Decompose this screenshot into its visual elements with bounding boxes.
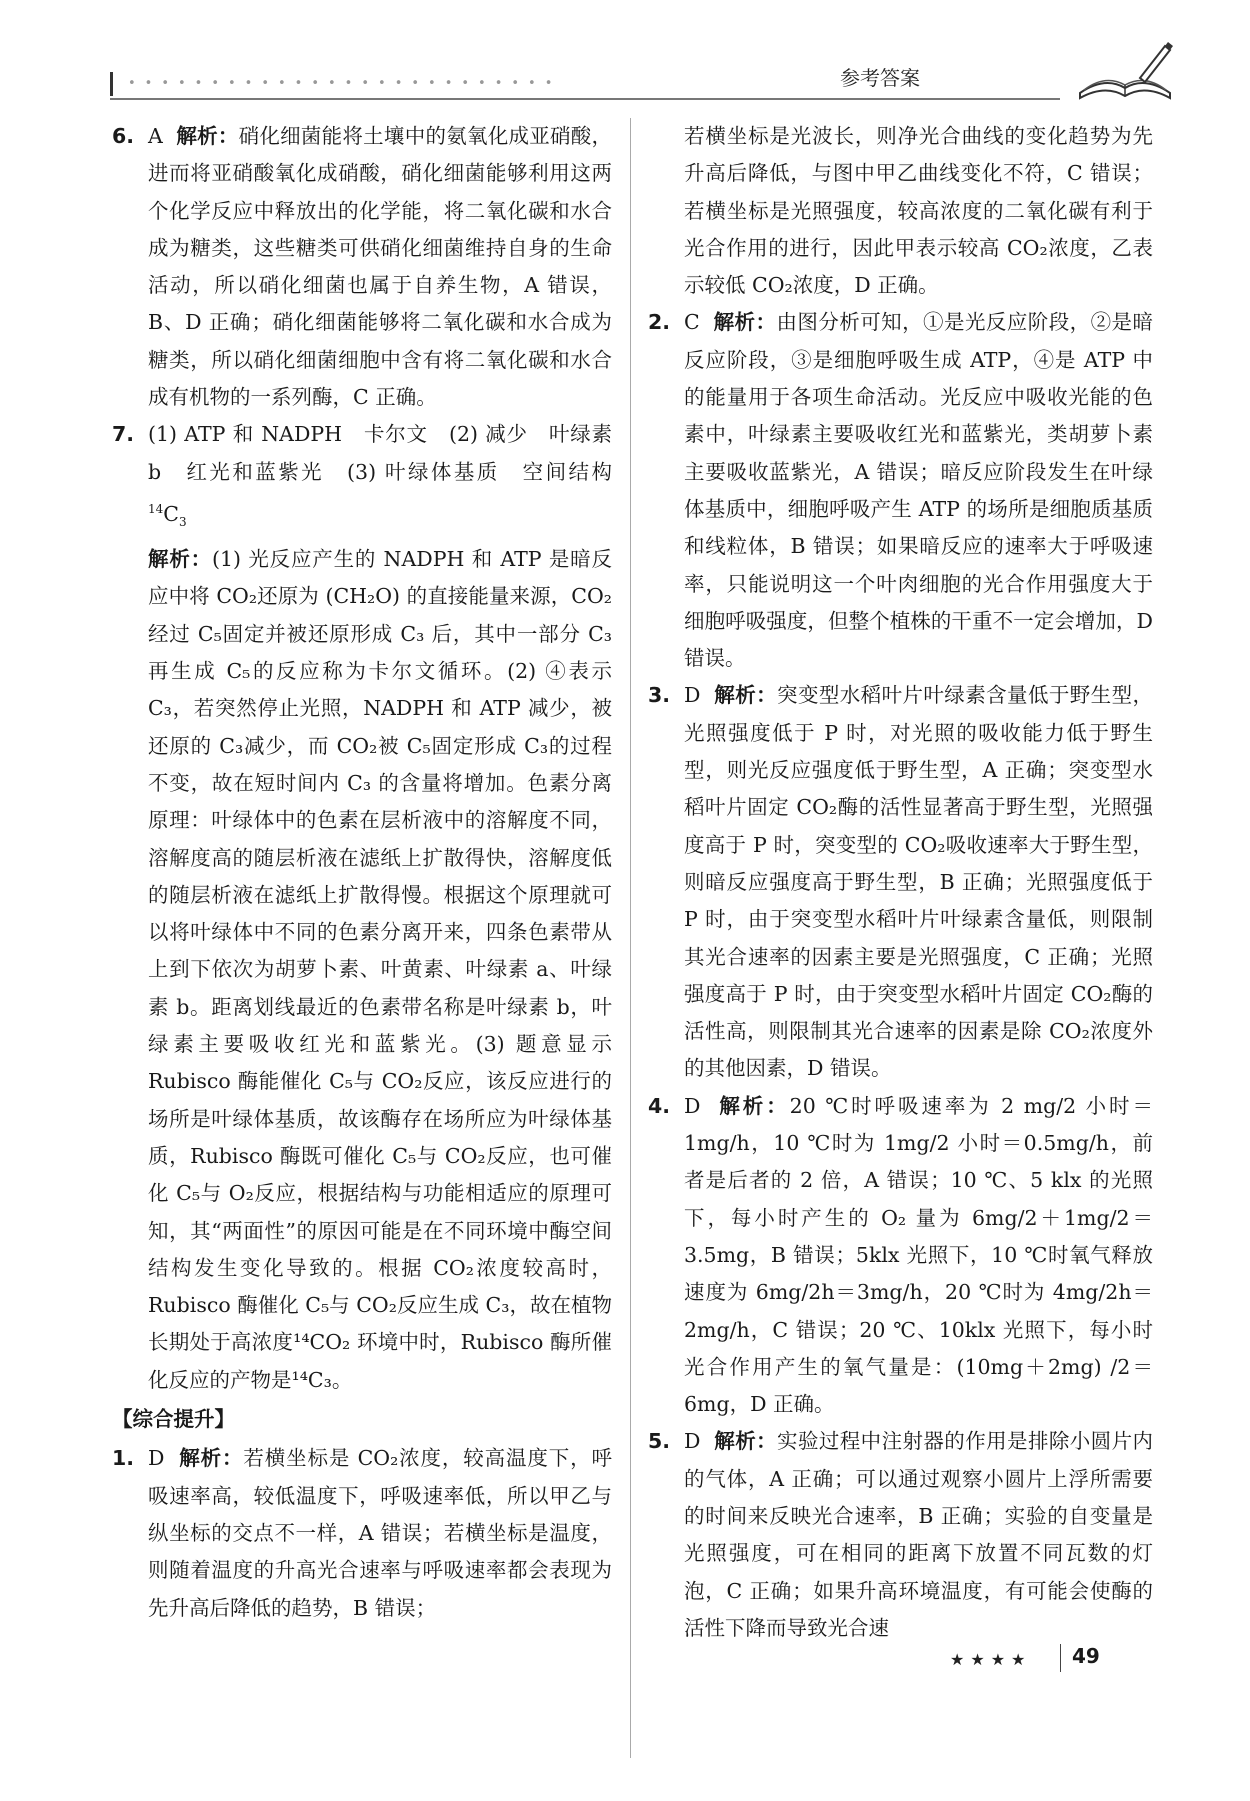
answer-1 [112, 1440, 612, 1626]
answer-number: 1. [112, 1446, 135, 1471]
analysis-label: 解析： [713, 310, 777, 335]
answer-text [148, 416, 633, 541]
answer-text [684, 677, 1153, 1087]
analysis-text: 突变型水稻叶片叶绿素含量低于野生型，光照强度低于 P 时，对光照的吸收能力低于野生型，则光反应强度低于野生型，A 正确；突变型水稻叶片固定 CO₂酶的活性显著高于野生型，光照强度高于 P 时，突变型的 CO₂吸收速率大于野生型，则暗反应强度高于野生型，B 正确；光照强度低于 P 时，由于突变型水稻叶片叶绿素含量低，则限制其光合速率的因素主要是光照强度，C 正确；光照强度高于 P 时，由于突变型水稻叶片固定 CO₂酶的活性高，则限制其光合速率的因素是除 CO₂浓度外的其他因素，D 错误。 [684, 683, 1153, 1081]
answer-choice: C [684, 310, 700, 335]
answer-text [684, 304, 1153, 677]
section-heading: 【综合提升】 [112, 1407, 235, 1432]
answer-7 [112, 416, 633, 1399]
answer-choice: (1) ATP 和 NADPH 卡尔文 (2) 减少 叶绿素 b 红光和蓝紫光 (3) 叶绿体基质 空间结构 [148, 422, 633, 484]
analysis-text: 若横坐标是光波长，则净光合曲线的变化趋势为先升高后降低，与图中甲乙曲线变化不符，C 错误；若横坐标是光照强度，较高浓度的二氧化碳有利于光合作用的进行，因此甲表示较高 CO₂浓度，乙表示较低 CO₂浓度，D 正确。 [684, 124, 1153, 298]
answer-choice: D [684, 1429, 701, 1454]
answer-text [684, 1088, 1153, 1424]
left-column [112, 118, 633, 1627]
answer-6 [112, 118, 612, 416]
answer-text [684, 1423, 1153, 1647]
answer-choice: A [148, 124, 163, 148]
answer-1-continued [648, 118, 1153, 304]
page-header [110, 48, 1150, 108]
answer-number: 6. [112, 124, 135, 148]
answer-choice: D [148, 1446, 165, 1471]
analysis-paragraph [148, 541, 612, 1399]
difficulty-stars: ★★★★ [950, 1650, 1032, 1669]
answer-text [148, 1440, 612, 1626]
answer-number: 3. [648, 683, 671, 708]
header-bar [110, 72, 113, 96]
analysis-text: 若横坐标是 CO₂浓度，较高温度下，呼吸速率高，较低温度下，呼吸速率低，所以甲乙与纵坐标的交点不一样，A 错误；若横坐标是温度，则随着温度的升高光合速率与呼吸速率都会表现为先升高后降低的趋势，B 错误； [148, 1446, 612, 1620]
answer-number: 7. [112, 422, 135, 447]
answer-number: 4. [648, 1093, 671, 1118]
right-column [648, 118, 1153, 1647]
analysis-label: 解析： [179, 1446, 244, 1471]
answer-choice: D [684, 683, 701, 708]
answer-text [148, 118, 612, 416]
footer-separator [1060, 1644, 1061, 1672]
page-number: 49 [1072, 1644, 1100, 1668]
header-dots: •••••••••••••••••••••••••• [128, 76, 562, 91]
header-title: 参考答案 [840, 66, 920, 90]
analysis-text: 硝化细菌能将土壤中的氨氧化成亚硝酸，进而将亚硝酸氧化成硝酸，硝化细菌能够利用这两个化学反应中释放出的化学能，将二氧化碳和水合成为糖类，这些糖类可供硝化细菌维持自身的生命活动，所以硝化细菌也属于自养生物，A 错误，B、D 正确；硝化细菌能够将二氧化碳和水合成为糖类，所以硝化细菌细胞中含有将二氧化碳和水合成有机物的一系列酶，C 正确。 [148, 124, 612, 410]
answer-choice-tail: C [163, 501, 179, 526]
analysis-label: 解析： [148, 547, 212, 572]
answer-2 [648, 304, 1153, 677]
superscript: 14 [148, 501, 164, 516]
column-divider [630, 118, 631, 1758]
answer-5 [648, 1423, 1153, 1647]
answer-choice: D [684, 1093, 701, 1118]
answer-3 [648, 677, 1153, 1087]
analysis-label: 解析： [719, 1093, 790, 1118]
analysis-label: 解析： [176, 124, 239, 148]
analysis-text: 实验过程中注射器的作用是排除小圆片内的气体，A 正确；可以通过观察小圆片上浮所需要的时间来反映光合速率，B 正确；实验的自变量是光照强度，可在相同的距离下放置不同瓦数的灯泡，C 正确；如果升高环境温度，有可能会使酶的活性下降而导致光合速 [684, 1429, 1153, 1640]
analysis-label: 解析： [714, 1429, 778, 1454]
answer-number: 5. [648, 1429, 671, 1454]
analysis-text: (1) 光反应产生的 NADPH 和 ATP 是暗反应中将 CO₂还原为 (CH₂O) 的直接能量来源，CO₂经过 C₅固定并被还原形成 C₃ 后，其中一部分 C₃ 再生成 C₅的反应称为卡尔文循环。(2) ④表示 C₃，若突然停止光照，NADPH 和 ATP 减少，被还原的 C₃减少，而 CO₂被 C₅固定形成 C₃的过程不变，故在短时间内 C₃ 的含量将增加。色素分离原理：叶绿体中的色素在层析液中的溶解度不同，溶解度高的随层析液在滤纸上扩散得快，溶解度低的随层析液在滤纸上扩散得慢。根据这个原理就可以将叶绿体中不同的色素分离开来，四条色素带从上到下依次为胡萝卜素、叶黄素、叶绿素 a、叶绿素 b。距离划线最近的色素带名称是叶绿素 b，叶绿素主要吸收红光和蓝紫光。(3) 题意显示 Rubisco 酶能催化 C₅与 CO₂反应，该反应进行的场所是叶绿体基质，故该酶存在场所应为叶绿体基质，Rubisco 酶既可催化 C₅与 CO₂反应，也可催化 C₅与 O₂反应，根据结构与功能相适应的原理可知，其“两面性”的原因可能是在不同环境中酶空间结构发生变化导致的。根据 CO₂浓度较高时，Rubisco 酶催化 C₅与 CO₂反应生成 C₃，故在植物长期处于高浓度¹⁴CO₂ 环境中时，Rubisco 酶所催化反应的产物是¹⁴C₃。 [148, 547, 612, 1392]
subscript: 3 [178, 514, 187, 529]
analysis-label: 解析： [714, 683, 778, 708]
answer-4 [648, 1088, 1153, 1424]
analysis-text: 由图分析可知，①是光反应阶段，②是暗反应阶段，③是细胞呼吸生成 ATP，④是 ATP 中的能量用于各项生命活动。光反应中吸收光能的色素中，叶绿素主要吸收红光和蓝紫光，类胡萝卜素主要吸收蓝紫光，A 错误；暗反应阶段发生在叶绿体基质中，细胞呼吸产生 ATP 的场所是细胞质基质和线粒体，B 错误；如果暗反应的速率大于呼吸速率，只能说明这一个叶肉细胞的光合作用强度大于细胞呼吸强度，但整个植株的干重不一定会增加，D 错误。 [684, 310, 1153, 671]
open-book-icon [1070, 38, 1180, 108]
answer-number: 2. [648, 310, 671, 335]
analysis-text: 20 ℃时呼吸速率为 2 mg/2 小时＝1mg/h，10 ℃时为 1mg/2 小时＝0.5mg/h，前者是后者的 2 倍，A 错误；10 ℃、5 klx 的光照下，每小时产生的 O₂ 量为 6mg/2＋1mg/2＝3.5mg，B 错误；5klx 光照下，10 ℃时氧气释放速度为 6mg/2h＝3mg/h，20 ℃时为 4mg/2h＝2mg/h，C 错误；20 ℃、10klx 光照下，每小时光合作用产生的氧气量是：(10mg＋2mg) /2＝6mg，D 正确。 [684, 1093, 1153, 1417]
header-rule [110, 98, 1060, 100]
